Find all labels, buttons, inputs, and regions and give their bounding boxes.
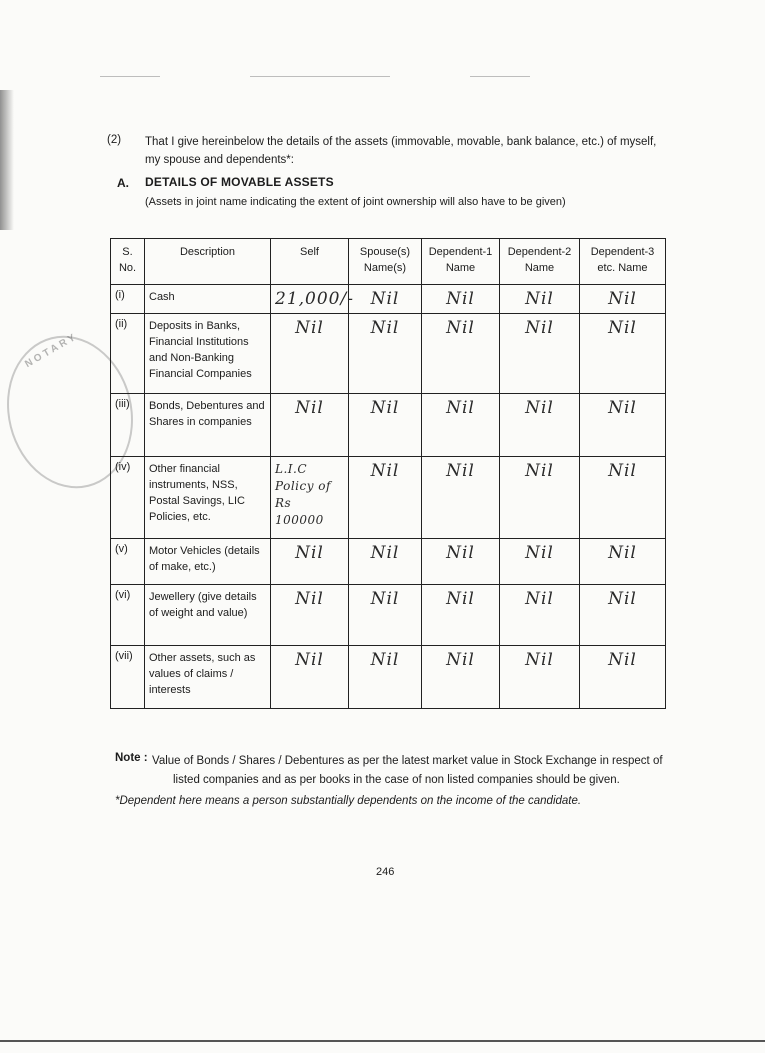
header-self: Self (271, 239, 349, 285)
row-sno: (iii) (111, 394, 145, 457)
scan-mark (250, 76, 390, 77)
row-sno: (ii) (111, 314, 145, 394)
row-description: Bonds, Debentures and Shares in companies (145, 394, 271, 457)
dependent-footnote: *Dependent here means a person substantially dependents on the income of the candidate. (115, 795, 582, 807)
section-letter: A. (117, 176, 129, 190)
row-description: Deposits in Banks, Financial Institutions and Non-Banking Financial Companies (145, 314, 271, 394)
header-description: Description (145, 239, 271, 285)
self-value: Nil (271, 585, 349, 646)
dependent-3-value: Nil (580, 539, 666, 585)
movable-assets-table (110, 238, 666, 709)
dependent-3-value: Nil (580, 285, 666, 314)
paragraph-number: (2) (107, 134, 122, 146)
row-description: Motor Vehicles (details of make, etc.) (145, 539, 271, 585)
dependent-2-value: Nil (500, 539, 580, 585)
scan-mark (470, 76, 530, 77)
spouse-value: Nil (349, 539, 422, 585)
dependent-1-value: Nil (422, 585, 500, 646)
notary-stamp-text: NOTARY (23, 330, 80, 371)
dependent-2-value: Nil (500, 285, 580, 314)
header-dependent-3: Dependent-3 etc. Name (580, 239, 666, 285)
spouse-value: Nil (349, 457, 422, 539)
row-description: Other financial instruments, NSS, Postal Savings, LIC Policies, etc. (145, 457, 271, 539)
dependent-3-value: Nil (580, 314, 666, 394)
note-label: Note : (115, 752, 148, 764)
dependent-1-value: Nil (422, 646, 500, 709)
header-sno: S. No. (111, 239, 145, 285)
row-sno: (iv) (111, 457, 145, 539)
dependent-3-value: Nil (580, 585, 666, 646)
row-description: Other assets, such as values of claims / interests (145, 646, 271, 709)
self-value: Nil (271, 314, 349, 394)
paragraph-text: That I give hereinbelow the details of the assets (immovable, movable, bank balance, etc.) of myself, my spouse and dependents*: (145, 136, 657, 166)
row-description: Jewellery (give details of weight and value) (145, 585, 271, 646)
header-spouse: Spouse(s) Name(s) (349, 239, 422, 285)
scan-mark (100, 76, 160, 77)
dependent-1-value: Nil (422, 457, 500, 539)
self-value: L.I.C Policy of Rs 100000 (271, 457, 349, 539)
header-dependent-1: Dependent-1 Name (422, 239, 500, 285)
spouse-value: Nil (349, 285, 422, 314)
row-sno: (vii) (111, 646, 145, 709)
row-description: Cash (145, 285, 271, 314)
section-subtitle: (Assets in joint name indicating the extent of joint ownership will also have to be given) (145, 196, 566, 208)
table-row (111, 539, 666, 585)
scan-bottom-edge (0, 1040, 765, 1042)
dependent-3-value: Nil (580, 457, 666, 539)
spouse-value: Nil (349, 394, 422, 457)
dependent-3-value: Nil (580, 394, 666, 457)
dependent-1-value: Nil (422, 394, 500, 457)
table-row (111, 285, 666, 314)
dependent-2-value: Nil (500, 394, 580, 457)
header-dependent-2: Dependent-2 Name (500, 239, 580, 285)
dependent-2-value: Nil (500, 646, 580, 709)
table-row (111, 585, 666, 646)
spouse-value: Nil (349, 585, 422, 646)
dependent-1-value: Nil (422, 539, 500, 585)
table-row (111, 314, 666, 394)
dependent-2-value: Nil (500, 314, 580, 394)
spouse-value: Nil (349, 646, 422, 709)
self-value: 21,000/- (271, 285, 349, 314)
row-sno: (vi) (111, 585, 145, 646)
dependent-1-value: Nil (422, 314, 500, 394)
table-row (111, 394, 666, 457)
dependent-2-value: Nil (500, 585, 580, 646)
page-number: 246 (376, 866, 395, 878)
self-value: Nil (271, 394, 349, 457)
dependent-1-value: Nil (422, 285, 500, 314)
table-row (111, 457, 666, 539)
spouse-value: Nil (349, 314, 422, 394)
scan-shadow (0, 90, 14, 230)
row-sno: (i) (111, 285, 145, 314)
table-row (111, 646, 666, 709)
dependent-3-value: Nil (580, 646, 666, 709)
table-header-row (111, 239, 666, 285)
note-text: Value of Bonds / Shares / Debentures as per the latest market value in Stock Exchange in respect of listed companies and as per books in the case of non listed companies should be given. (152, 755, 663, 786)
row-sno: (v) (111, 539, 145, 585)
dependent-2-value: Nil (500, 457, 580, 539)
self-value: Nil (271, 646, 349, 709)
self-value: Nil (271, 539, 349, 585)
section-title: DETAILS OF MOVABLE ASSETS (145, 175, 334, 189)
